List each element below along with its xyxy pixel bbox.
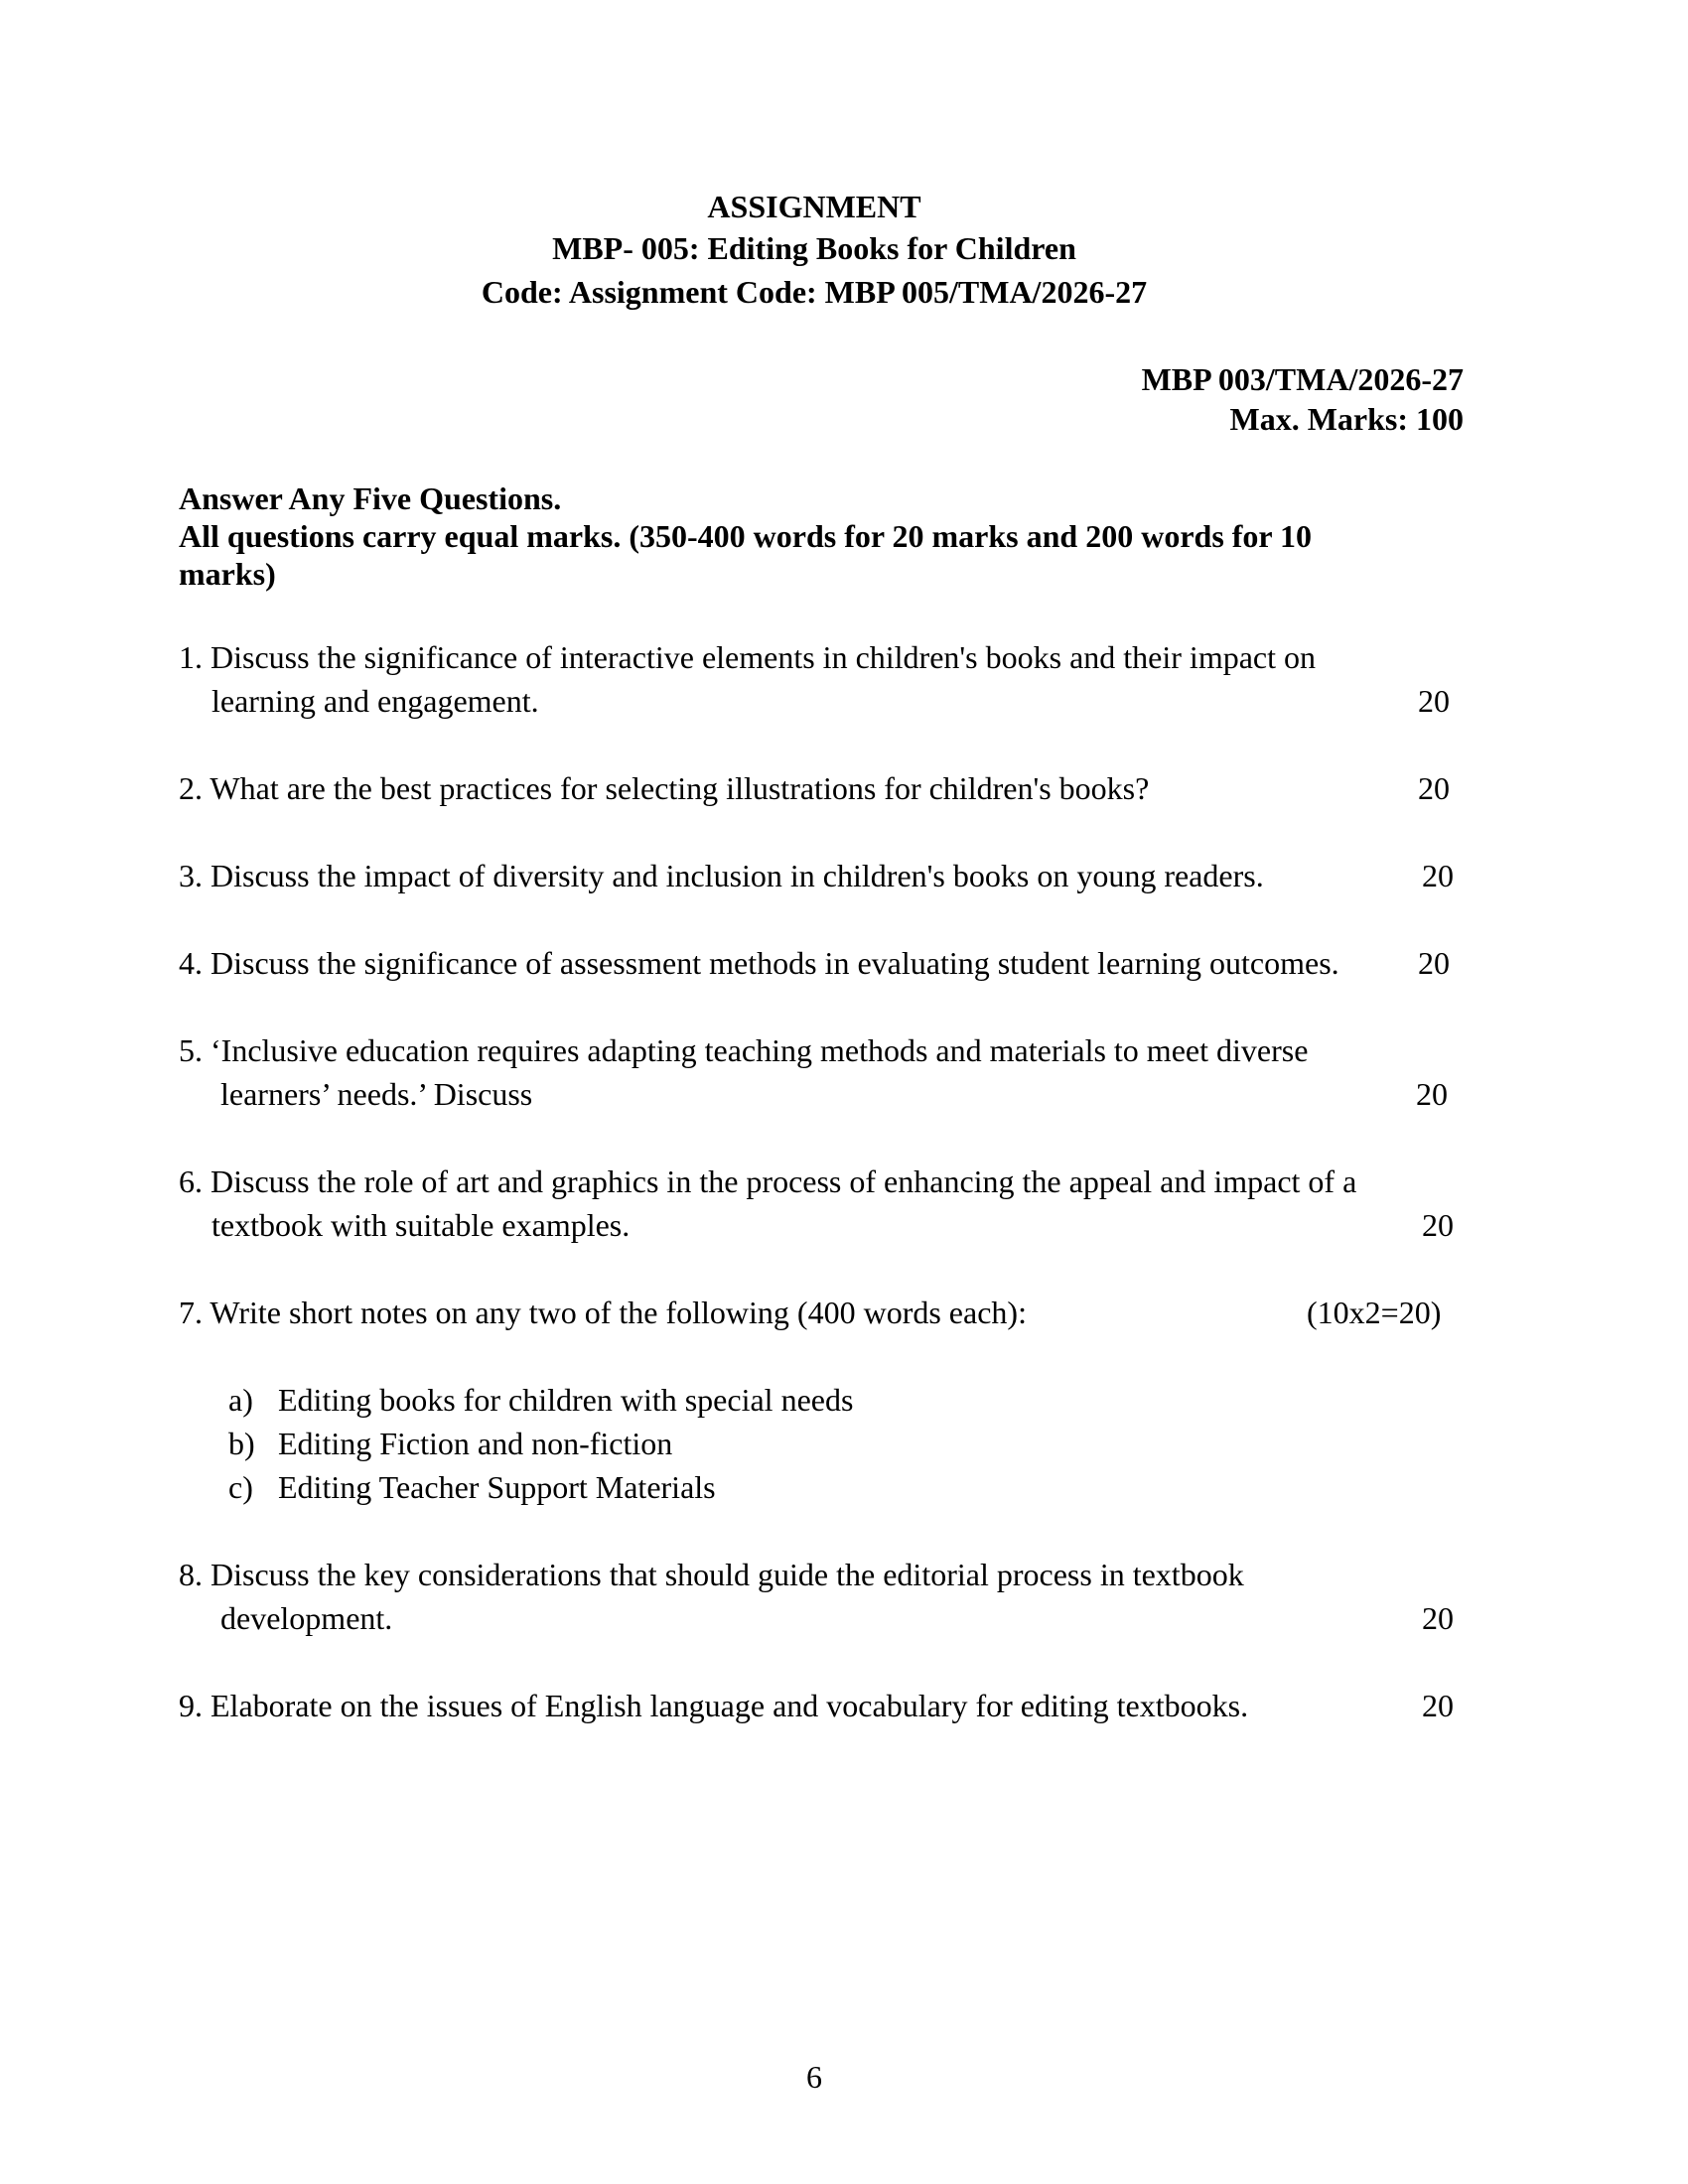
question-text: 1. Discuss the significance of interactive elements in children's books and their impact on <box>179 639 1316 675</box>
course-title: MBP- 005: Editing Books for Children <box>552 230 1076 266</box>
question-text-cont: development. <box>220 1600 393 1636</box>
question-text-cont: learners’ needs.’ Discuss <box>220 1076 533 1112</box>
sub-item-b <box>228 1422 672 1465</box>
assignment-code: Code: Assignment Code: MBP 005/TMA/2026-27 <box>481 274 1148 310</box>
max-marks: Max. Marks: 100 <box>1229 401 1464 437</box>
sub-item-text: Editing Fiction and non-fiction <box>278 1426 673 1461</box>
tma-code: MBP 003/TMA/2026-27 <box>1141 361 1464 397</box>
question-marks: 20 <box>1416 1076 1448 1112</box>
question-text: 9. Elaborate on the issues of English language and vocabulary for editing textbooks. <box>179 1688 1249 1723</box>
page-number: 6 <box>806 2059 822 2095</box>
question-text: 6. Discuss the role of art and graphics in the process of enhancing the appeal and impact of a <box>179 1163 1357 1199</box>
sub-item-text: Editing books for children with special needs <box>278 1382 854 1418</box>
sub-item-label: b) <box>228 1426 255 1461</box>
question-text: 2. What are the best practices for selecting illustrations for children's books? <box>179 770 1150 806</box>
question-text: 7. Write short notes on any two of the following (400 words each): <box>179 1295 1027 1330</box>
question-text: 5. ‘Inclusive education requires adapting teaching methods and materials to meet diverse <box>179 1032 1309 1068</box>
question-marks: 20 <box>1422 1600 1454 1636</box>
question-text: 8. Discuss the key considerations that should guide the editorial process in textbook <box>179 1557 1244 1592</box>
sub-item-a <box>228 1378 853 1422</box>
question-text-cont: textbook with suitable examples. <box>211 1207 631 1243</box>
question-text-cont: learning and engagement. <box>211 683 539 719</box>
question-marks: 20 <box>1418 770 1450 806</box>
question-marks: 20 <box>1422 1207 1454 1243</box>
instruction-answer-five: Answer Any Five Questions. <box>179 480 562 516</box>
question-marks: 20 <box>1422 858 1454 893</box>
sub-item-text: Editing Teacher Support Materials <box>278 1469 716 1505</box>
question-text: 4. Discuss the significance of assessment methods in evaluating student learning outcomes. <box>179 945 1339 981</box>
assignment-title: ASSIGNMENT <box>707 189 921 224</box>
question-marks: 20 <box>1418 945 1450 981</box>
instruction-equal-marks: All questions carry equal marks. (350-400 words for 20 marks and 200 words for 10 <box>179 518 1313 554</box>
sub-item-label: a) <box>228 1382 253 1418</box>
question-text: 3. Discuss the impact of diversity and inclusion in children's books on young readers. <box>179 858 1264 893</box>
question-marks: (10x2=20) <box>1307 1295 1442 1330</box>
sub-item-label: c) <box>228 1469 253 1505</box>
question-marks: 20 <box>1422 1688 1454 1723</box>
sub-item-c <box>228 1465 716 1509</box>
instruction-equal-marks-cont: marks) <box>179 556 276 592</box>
question-marks: 20 <box>1418 683 1450 719</box>
